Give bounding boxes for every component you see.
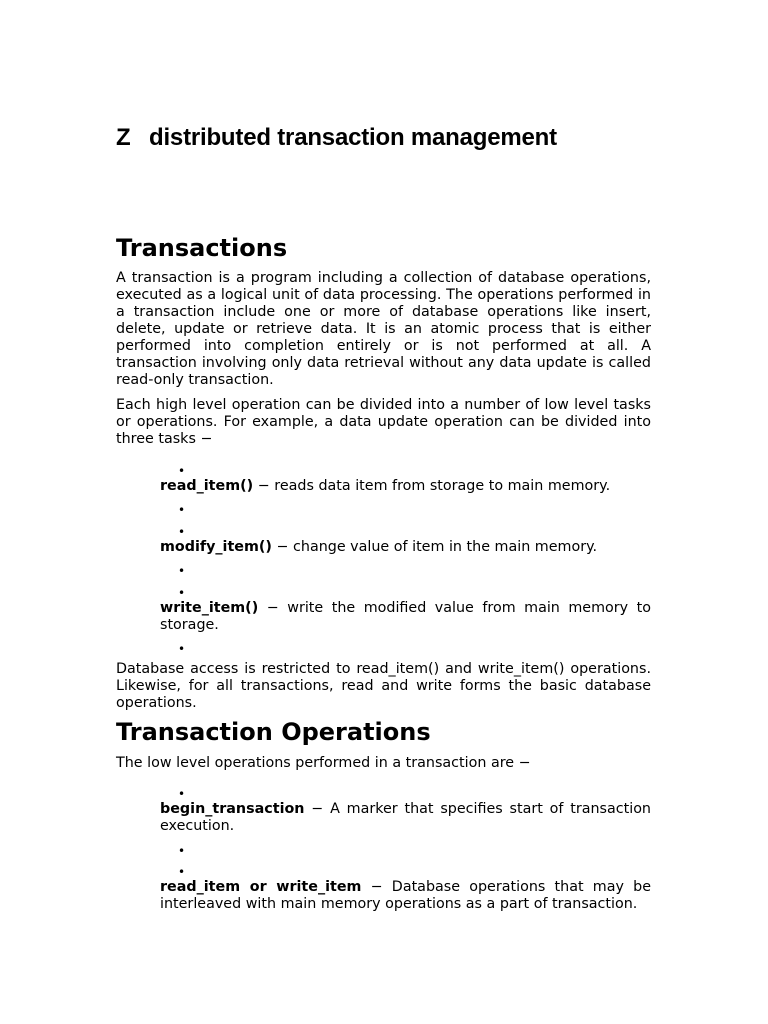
list-item-term: write_item() — [160, 600, 259, 616]
bullet-marker: • — [178, 525, 186, 539]
bullet-marker: • — [178, 844, 186, 858]
list-item-description: − A marker that specifies start of transaction execution. — [160, 801, 651, 834]
paragraph-low-level-tasks: Each high level operation can be divided into a number of low level tasks or operations. For example, a data update operation can be divided into three tasks − — [116, 397, 651, 447]
section-heading-transactions: Transactions — [116, 234, 288, 262]
bullet-marker: • — [178, 586, 186, 600]
list-item-description: − Database operations that may be interleaved with main memory operations as a part of transaction. — [160, 879, 651, 912]
title-prefix: Z — [116, 124, 131, 151]
paragraph-transaction-definition: A transaction is a program including a collection of database operations, executed as a logical unit of data processing. The operations performed in a transaction include one or more of database operations like insert, delete, update or retrieve data. It is an atomic process that is either performed into completion entirely or is not performed at all. A transaction involving only data retrieval without any data update is called read-only transaction. — [116, 270, 651, 388]
document-title — [116, 124, 557, 152]
bullet-marker: • — [178, 865, 186, 879]
bullet-marker: • — [178, 503, 186, 517]
bullet-marker: • — [178, 787, 186, 801]
list-item-term: begin_transaction — [160, 801, 305, 817]
bullet-marker: • — [178, 642, 186, 656]
list-item-term: modify_item() — [160, 539, 272, 555]
bullet-marker: • — [178, 564, 186, 578]
list-item-read-or-write-item — [160, 879, 651, 913]
bullet-marker: • — [178, 464, 186, 478]
list-item-term: read_item() — [160, 478, 254, 494]
list-item-begin-transaction — [160, 801, 651, 835]
paragraph-database-access: Database access is restricted to read_item() and write_item() operations. Likewise, for all transactions, read and write forms the basic database operations. — [116, 661, 651, 711]
list-item-description: − change value of item in the main memory. — [271, 539, 598, 555]
paragraph-low-level-operations-intro: The low level operations performed in a transaction are − — [116, 755, 531, 771]
section-heading-transaction-operations: Transaction Operations — [116, 718, 431, 746]
list-item-term: read_item or write_item — [160, 879, 362, 895]
list-item-description: − write the modified value from main memory to storage. — [160, 600, 651, 633]
title-text: distributed transaction management — [149, 124, 557, 151]
list-item-read-item — [160, 478, 651, 495]
list-item-description: − reads data item from storage to main memory. — [253, 478, 611, 494]
list-item-write-item — [160, 600, 651, 634]
list-item-modify-item — [160, 539, 651, 556]
